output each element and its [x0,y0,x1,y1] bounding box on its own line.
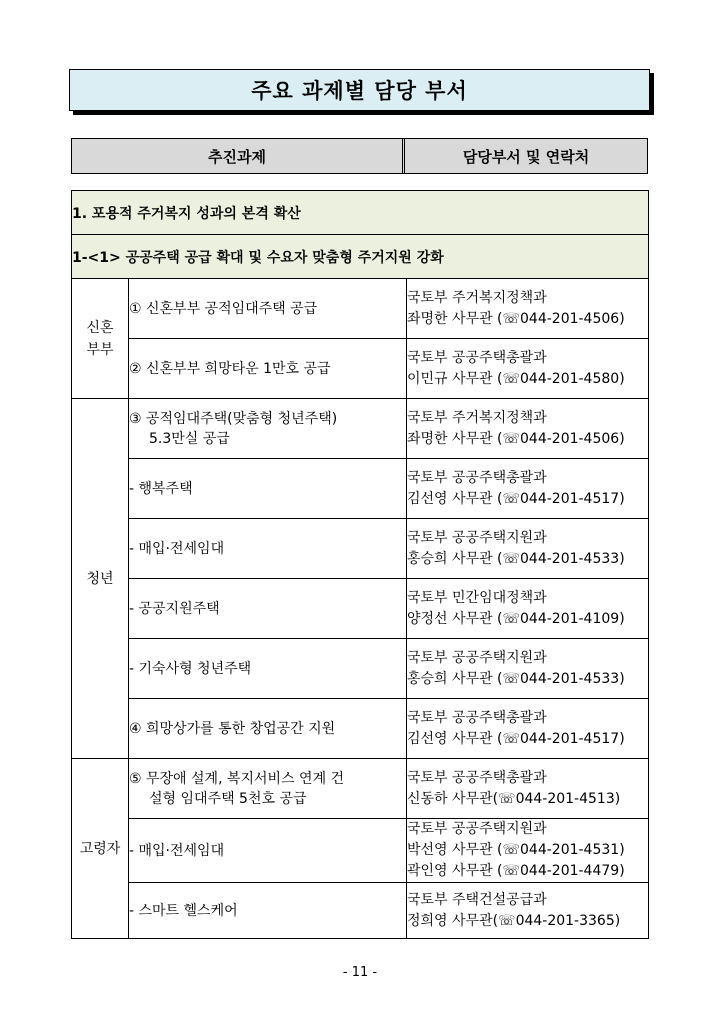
dept-cell [407,399,649,459]
task-cell: ④ 희망상가를 통한 창업공간 지원 [129,699,407,759]
contact: 김선영 사무관 (☏044-201-4517) [407,730,625,747]
table-row [72,579,649,639]
task-cell: - 매입·전세임대 [129,519,407,579]
dept-cell [407,339,649,399]
table-row [72,519,649,579]
task-cell: - 기숙사형 청년주택 [129,639,407,699]
header-task: 추진과제 [72,139,405,173]
task-cell [129,399,407,459]
dept-name: 국토부 공공주택지원과 [407,529,547,546]
dept-cell [407,699,649,759]
table-row [72,639,649,699]
dept-name: 국토부 민간임대정책과 [407,589,547,606]
dept-cell [407,639,649,699]
task-cell: - 공공지원주택 [129,579,407,639]
contact: 양정선 사무관 (☏044-201-4109) [407,610,625,627]
dept-name: 국토부 공공주택지원과 [407,821,547,837]
table-row [72,819,649,883]
contact: 박선영 사무관 (☏044-201-4531) [407,842,625,858]
dept-name: 국토부 주택건설공급과 [407,891,547,908]
dept-name: 국토부 공공주택총괄과 [407,469,547,486]
dept-name: 국토부 주거복지정책과 [407,289,547,306]
dept-cell [407,459,649,519]
dept-name: 국토부 주거복지정책과 [407,409,547,426]
table-row [72,759,649,819]
table-row [72,399,649,459]
category-label: 신혼 [86,319,114,336]
contact: 홍승희 사무관 (☏044-201-4533) [407,670,625,687]
table-row [72,459,649,519]
contact: 정희영 사무관(☏044-201-3365) [407,912,621,929]
task-cell: - 행복주택 [129,459,407,519]
dept-name: 국토부 공공주택총괄과 [407,769,547,786]
task-table [71,190,649,939]
dept-cell [407,279,649,339]
dept-cell [407,579,649,639]
task-line: ⑤ 무장애 설계, 복지서비스 연계 건 [129,770,345,787]
task-cell [129,759,407,819]
task-line: 설형 임대주택 5천호 공급 [149,790,307,807]
contact: 좌명한 사무관 (☏044-201-4506) [407,430,625,447]
category-youth: 청년 [72,399,129,759]
page-number: - 11 - [342,965,378,980]
dept-cell [407,883,649,939]
contact: 이민규 사무관 (☏044-201-4580) [407,370,625,387]
table-row [72,279,649,339]
section-title: 1. 포용적 주거복지 성과의 본격 확산 [72,191,649,235]
dept-cell [407,519,649,579]
subsection-row [72,235,649,279]
category-newlywed [72,279,129,399]
contact: 곽인영 사무관 (☏044-201-4479) [407,863,625,879]
subsection-title: 1-<1> 공공주택 공급 확대 및 수요자 맞춤형 주거지원 강화 [72,235,649,279]
task-line: 5.3만실 공급 [149,430,230,447]
task-cell: - 스마트 헬스케어 [129,883,407,939]
dept-name: 국토부 공공주택지원과 [407,649,547,666]
table-row [72,699,649,759]
dept-cell [407,759,649,819]
category-label: 부부 [86,341,114,358]
contact: 김선영 사무관 (☏044-201-4517) [407,490,625,507]
task-cell: - 매입·전세임대 [129,819,407,883]
contact: 좌명한 사무관 (☏044-201-4506) [407,310,625,327]
table-row [72,339,649,399]
dept-name: 국토부 공공주택총괄과 [407,709,547,726]
task-cell: ② 신혼부부 희망타운 1만호 공급 [129,339,407,399]
section-row [72,191,649,235]
header-dept: 담당부서 및 연락처 [405,139,647,173]
task-line: ③ 공적임대주택(맞춤형 청년주택) [129,410,338,427]
table-row [72,883,649,939]
contact: 홍승희 사무관 (☏044-201-4533) [407,550,625,567]
contact: 신동하 사무관(☏044-201-4513) [407,790,621,807]
table-header [71,138,648,174]
dept-name: 국토부 공공주택총괄과 [407,349,547,366]
category-elderly: 고령자 [72,759,129,939]
dept-cell [407,819,649,883]
task-cell: ① 신혼부부 공적임대주택 공급 [129,279,407,339]
page-title: 주요 과제별 담당 부서 [69,69,650,111]
